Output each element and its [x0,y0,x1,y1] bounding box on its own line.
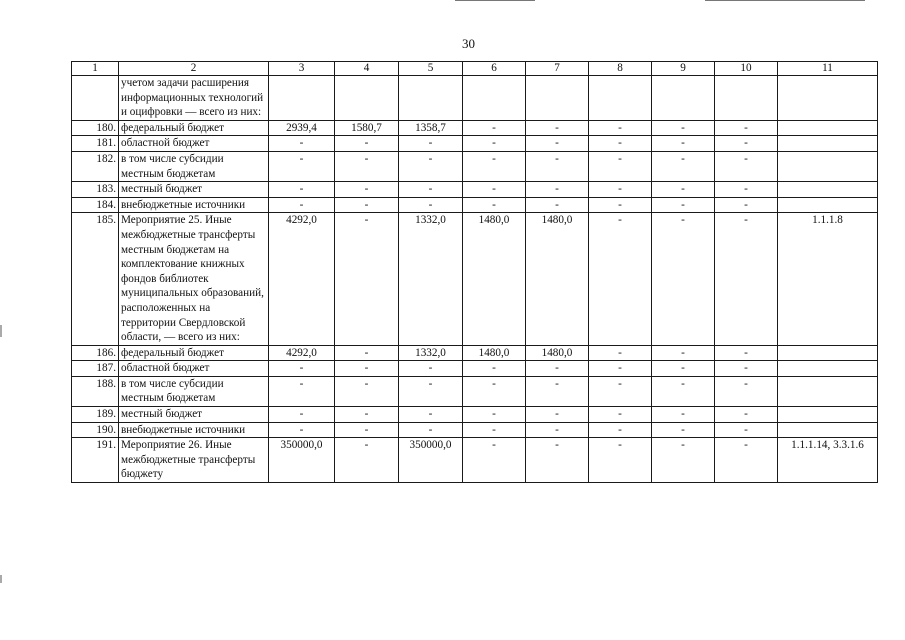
row-value: - [652,407,715,423]
row-value: - [399,422,463,438]
row-name: внебюджетные источники [119,197,269,213]
row-target-code [778,136,878,152]
row-value: - [463,361,526,377]
row-value [463,76,526,121]
row-value: - [652,182,715,198]
row-target-code [778,182,878,198]
row-target-code [778,151,878,181]
row-value: - [715,120,778,136]
row-value: 4292,0 [269,213,335,345]
row-value: - [715,422,778,438]
row-value: - [335,361,399,377]
row-value: - [652,361,715,377]
row-value: - [399,361,463,377]
row-value: - [715,361,778,377]
row-value: - [526,197,589,213]
row-value: - [269,407,335,423]
row-name: внебюджетные источники [119,422,269,438]
row-value: - [335,422,399,438]
row-target-code: 1.1.1.8 [778,213,878,345]
row-value: - [715,376,778,406]
row-value: - [335,345,399,361]
row-value: - [335,182,399,198]
table-row [72,136,878,152]
row-value: - [269,376,335,406]
table-row [72,120,878,136]
row-value [589,76,652,121]
row-target-code [778,120,878,136]
row-value: - [589,182,652,198]
row-value: 4292,0 [269,345,335,361]
row-value: - [715,197,778,213]
row-number: 181. [72,136,119,152]
row-value: - [399,197,463,213]
row-value: - [526,151,589,181]
row-value [335,76,399,121]
table-row [72,76,878,121]
row-number: 183. [72,182,119,198]
row-value: - [652,376,715,406]
column-header: 10 [715,62,778,76]
row-number: 188. [72,376,119,406]
row-value: - [463,407,526,423]
row-value: - [589,376,652,406]
row-number: 187. [72,361,119,377]
row-value: - [526,361,589,377]
top-edge-line-left [455,0,535,1]
row-value: - [399,376,463,406]
table-row [72,182,878,198]
column-header: 9 [652,62,715,76]
row-value: - [526,407,589,423]
column-header: 6 [463,62,526,76]
row-value: - [589,151,652,181]
column-header: 4 [335,62,399,76]
row-value: - [335,197,399,213]
row-number: 190. [72,422,119,438]
row-value: - [526,422,589,438]
row-value: - [652,197,715,213]
row-value: 1480,0 [526,213,589,345]
table-row [72,407,878,423]
row-value: - [335,136,399,152]
row-value: - [526,438,589,483]
table-row [72,422,878,438]
row-target-code [778,376,878,406]
row-target-code: 1.1.1.14, 3.3.1.6 [778,438,878,483]
row-value: 350000,0 [269,438,335,483]
table-row [72,438,878,483]
row-value: - [463,422,526,438]
row-value: - [589,136,652,152]
row-name: в том числе субсидии местным бюджетам [119,151,269,181]
column-header: 2 [119,62,269,76]
row-target-code [778,361,878,377]
column-header: 11 [778,62,878,76]
row-value: - [269,361,335,377]
row-value: - [652,120,715,136]
row-value: - [269,197,335,213]
row-value: - [335,438,399,483]
row-value: - [589,213,652,345]
row-value: - [715,345,778,361]
row-value: - [652,213,715,345]
row-target-code [778,422,878,438]
row-value: - [269,182,335,198]
row-value: - [589,422,652,438]
row-number: 180. [72,120,119,136]
table-row [72,376,878,406]
binding-mark-upper [0,325,2,337]
row-value: - [463,136,526,152]
row-value: - [589,407,652,423]
row-value: - [589,438,652,483]
row-value: 1358,7 [399,120,463,136]
column-header: 3 [269,62,335,76]
row-value: 1332,0 [399,213,463,345]
row-value: - [589,197,652,213]
row-value: - [335,407,399,423]
row-name: местный бюджет [119,182,269,198]
row-value: - [715,213,778,345]
row-target-code [778,76,878,121]
binding-mark-lower [0,575,2,583]
table-row [72,345,878,361]
row-value: - [589,361,652,377]
row-value: - [652,151,715,181]
row-number: 185. [72,213,119,345]
budget-table [71,61,878,483]
row-value: - [335,151,399,181]
row-value: - [399,136,463,152]
row-value: - [652,345,715,361]
row-value: - [463,182,526,198]
row-number: 182. [72,151,119,181]
row-number: 186. [72,345,119,361]
row-number: 184. [72,197,119,213]
row-value: - [715,136,778,152]
row-value: - [463,438,526,483]
row-name: местный бюджет [119,407,269,423]
row-value [715,76,778,121]
row-value: - [269,151,335,181]
row-value: - [526,120,589,136]
row-value: - [715,407,778,423]
row-value [399,76,463,121]
row-name: учетом задачи расширения информационных технологий и оцифровки — всего из них: [119,76,269,121]
row-value: - [652,136,715,152]
column-header: 5 [399,62,463,76]
row-value: - [399,151,463,181]
row-name: областной бюджет [119,361,269,377]
row-value: - [526,182,589,198]
row-value [269,76,335,121]
column-header: 8 [589,62,652,76]
row-value [652,76,715,121]
row-value: - [715,438,778,483]
row-value: - [463,197,526,213]
row-value: 1332,0 [399,345,463,361]
row-value: 1480,0 [526,345,589,361]
row-target-code [778,197,878,213]
row-value: - [652,438,715,483]
row-value [526,76,589,121]
row-value: - [335,376,399,406]
column-header: 1 [72,62,119,76]
column-header: 7 [526,62,589,76]
row-value: - [463,151,526,181]
row-value: - [715,182,778,198]
row-value: 2939,4 [269,120,335,136]
row-name: федеральный бюджет [119,120,269,136]
row-value: - [399,407,463,423]
table-row [72,361,878,377]
row-value: - [269,136,335,152]
row-number: 189. [72,407,119,423]
table-row [72,197,878,213]
row-number [72,76,119,121]
row-name: в том числе субсидии местным бюджетам [119,376,269,406]
row-number: 191. [72,438,119,483]
row-value: 1480,0 [463,213,526,345]
row-value: - [589,345,652,361]
row-value: - [399,182,463,198]
row-target-code [778,407,878,423]
row-value: - [715,151,778,181]
row-value: - [589,120,652,136]
row-value: - [526,376,589,406]
top-edge-line-right [705,0,865,1]
row-name: Мероприятие 25. Иные межбюджетные трансферты местным бюджетам на комплектование книжных фондов библиотек муниципальных образований, расположенных на территории Свердловской области, — всего из них: [119,213,269,345]
row-value: - [463,120,526,136]
row-value: 1580,7 [335,120,399,136]
row-name: федеральный бюджет [119,345,269,361]
table-row [72,213,878,345]
table-body [72,76,878,483]
row-value: - [463,376,526,406]
table-row [72,151,878,181]
row-value: 350000,0 [399,438,463,483]
row-value: - [526,136,589,152]
row-value: - [335,213,399,345]
row-value: 1480,0 [463,345,526,361]
page-number: 30 [462,36,475,51]
row-value: - [652,422,715,438]
row-target-code [778,345,878,361]
row-name: Мероприятие 26. Иные межбюджетные трансферты бюджету [119,438,269,483]
row-value: - [269,422,335,438]
table-header-row [72,62,878,76]
row-name: областной бюджет [119,136,269,152]
